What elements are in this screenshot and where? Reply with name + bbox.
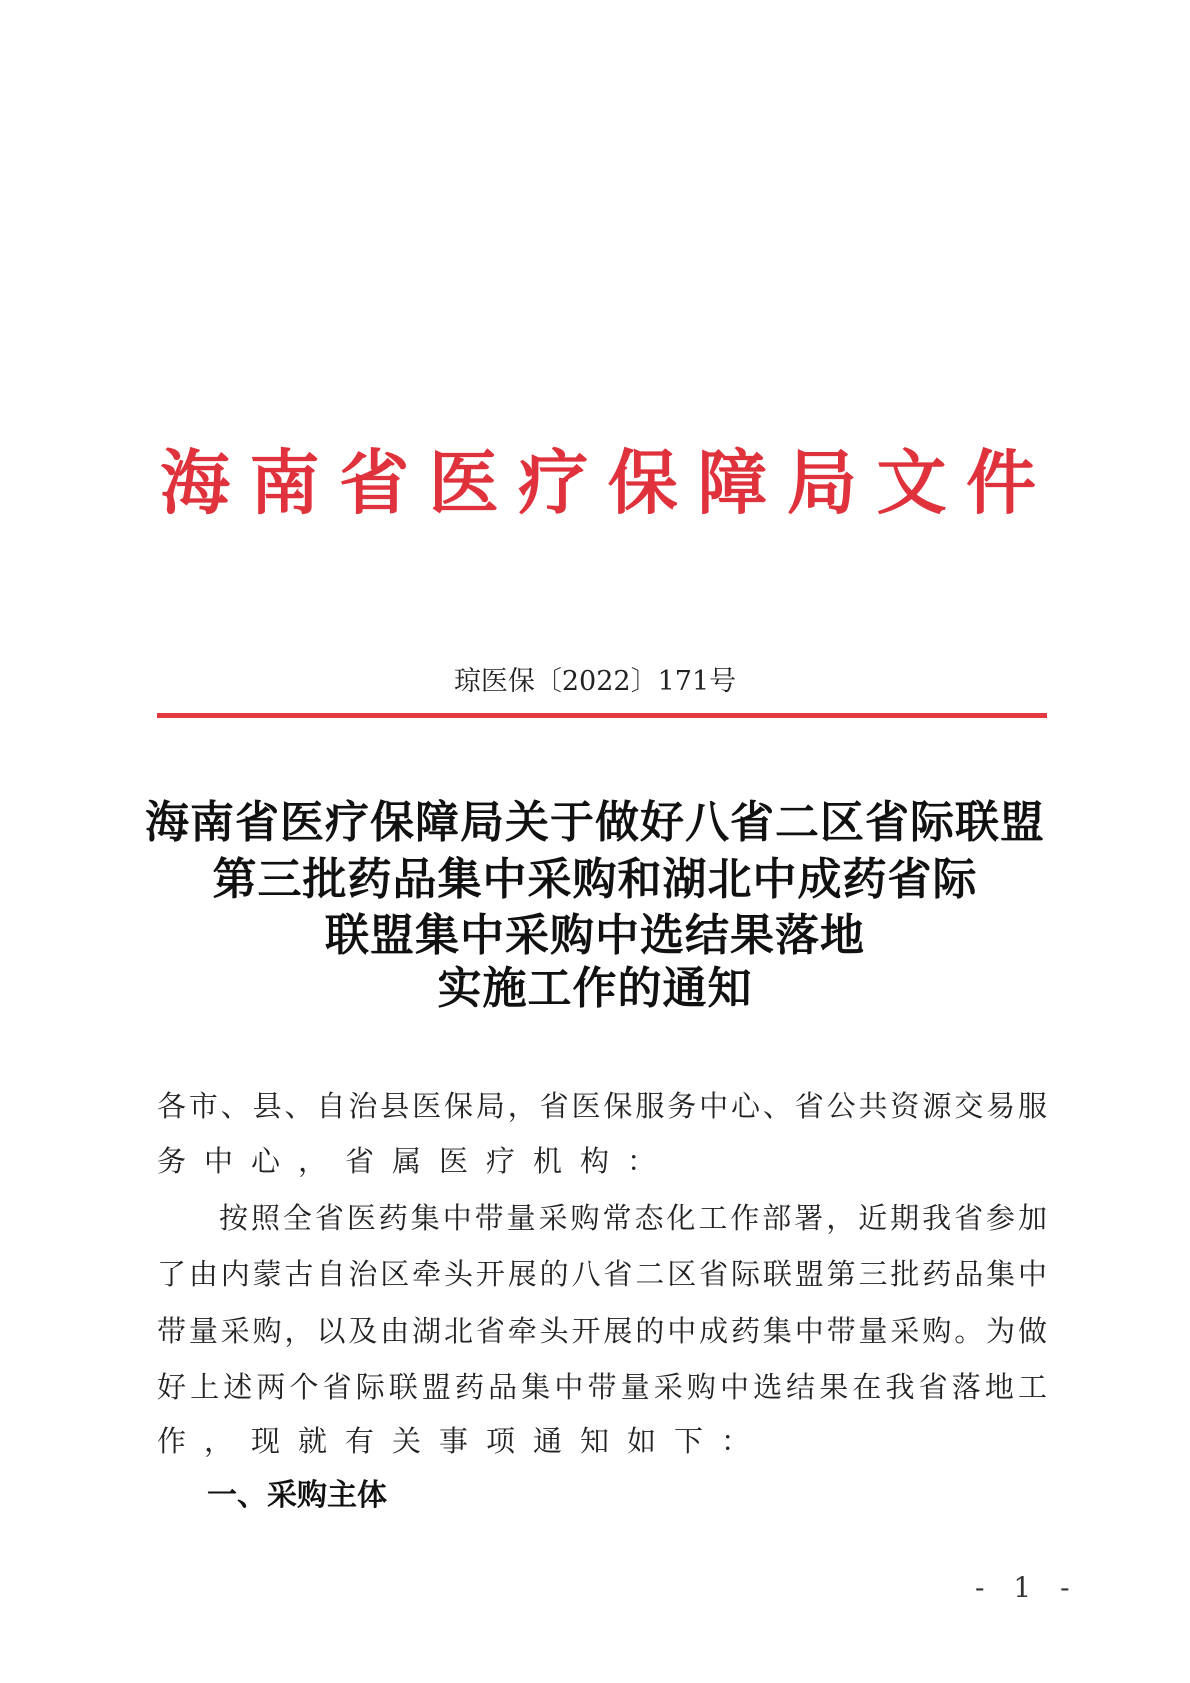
document-number: 琼医保〔2022〕171号 — [453, 666, 737, 697]
addressee-line: 各市、县、自治县医保局，省医保服务中心、省公共资源交易服 — [157, 1089, 1047, 1123]
title-line: 第三批药品集中采购和湖北中成药省际 — [212, 854, 978, 905]
section-heading: 一、采购主体 — [207, 1478, 387, 1513]
red-divider — [157, 713, 1047, 718]
issuer-header: 海南省医疗保障局文件 — [160, 441, 1036, 524]
paragraph-line: 带量采购，以及由湖北省牵头开展的中成药集中带量采购。为做 — [157, 1314, 1047, 1348]
addressee-line: 务中心，省属医疗机构： — [157, 1144, 675, 1178]
paragraph-line: 好上述两个省际联盟药品集中带量采购中选结果在我省落地工 — [157, 1370, 1047, 1404]
paragraph-line: 了由内蒙古自治区牵头开展的八省二区省际联盟第三批药品集中 — [157, 1257, 1047, 1291]
title-line: 联盟集中采购中选结果落地 — [325, 910, 865, 961]
title-line: 实施工作的通知 — [437, 963, 753, 1014]
paragraph-line: 按照全省医药集中带量采购常态化工作部署，近期我省参加 — [219, 1201, 1047, 1235]
title-line: 海南省医疗保障局关于做好八省二区省际联盟 — [145, 797, 1045, 848]
paragraph-line: 作，现就有关事项通知如下： — [157, 1424, 769, 1458]
page-number: - 1 - — [975, 1571, 1080, 1604]
